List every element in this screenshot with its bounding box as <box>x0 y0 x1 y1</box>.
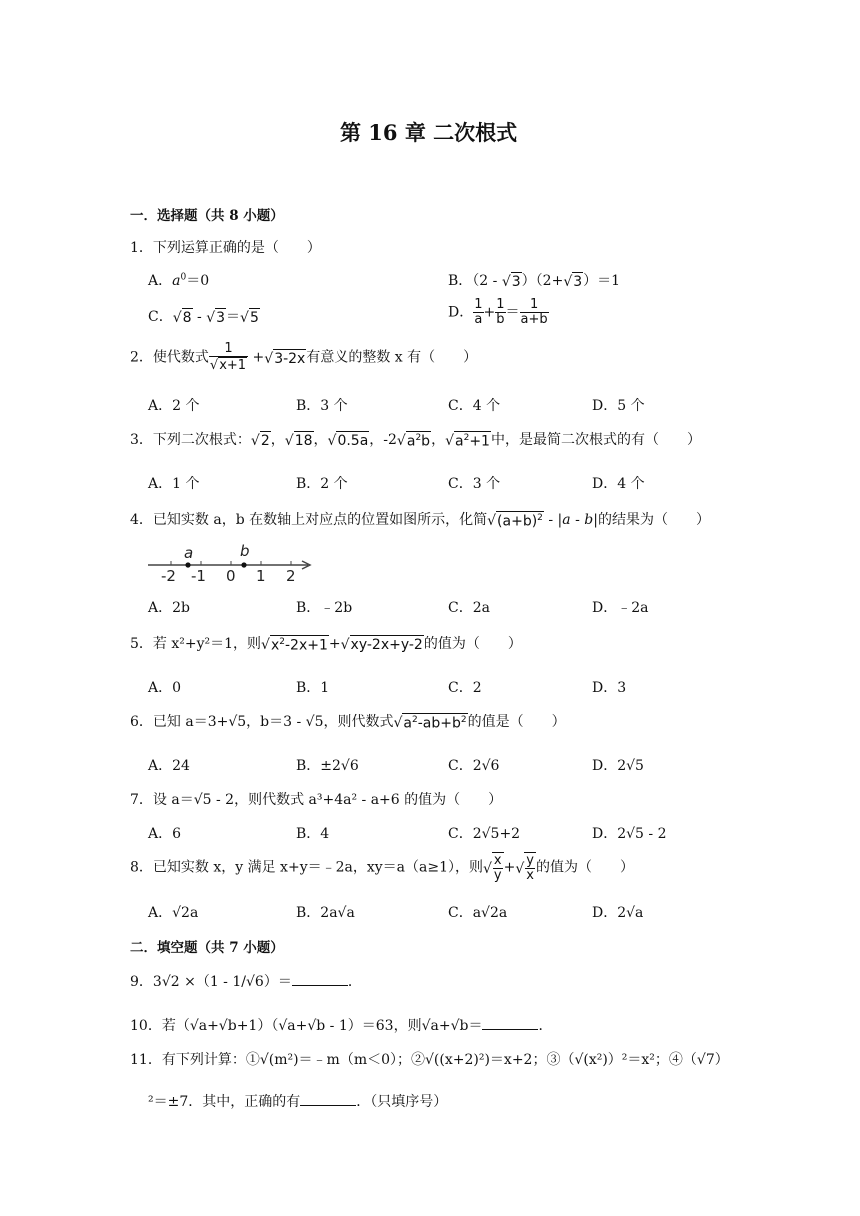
q5-option-b: B．1 <box>296 680 330 696</box>
page-title: 第 16 章 二次根式 <box>340 120 518 145</box>
q7-option-c: C．2√5+2 <box>448 826 521 842</box>
q2-option-a: A．2 个 <box>148 398 200 414</box>
q3-option-c: C．3 个 <box>448 476 501 492</box>
q5-option-a: A．0 <box>148 680 182 696</box>
section-heading-fill-in: 二．填空题（共 7 小题） <box>130 940 284 956</box>
tick-label: -2 <box>161 567 176 585</box>
q3-option-d: D．4 个 <box>592 476 645 492</box>
tick-label: 1 <box>256 567 266 585</box>
number-line-figure <box>148 543 318 585</box>
point-b <box>241 562 246 567</box>
q1-option-a: A．$a^0=0$ <box>148 272 210 289</box>
q5-option-c: C．2 <box>448 680 482 696</box>
q3-option-a: A．1 个 <box>148 476 200 492</box>
question-1-stem: 1．下列运算正确的是（ ） <box>130 240 321 256</box>
point-a-label: a <box>184 544 194 562</box>
answer-blank[interactable] <box>292 973 348 986</box>
q6-option-c: C．2√6 <box>448 758 500 774</box>
question-4-stem: 4．已知实数 a，b 在数轴上对应点的位置如图所示，化简$√(a+b)^2 - |a - b|$的结果为（ ） <box>130 512 710 530</box>
question-11-line-2: ²＝±7．其中，正确的有 ．（只填序号） <box>148 1094 448 1110</box>
question-10-stem: 10．若（√a+√b+1）（√a+√b - 1）＝63，则√a+√b＝ ． <box>130 1018 553 1034</box>
q8-option-d: D．2√a <box>592 905 644 921</box>
q7-option-a: A．6 <box>148 826 182 842</box>
q7-option-b: B．4 <box>296 826 330 842</box>
point-a <box>185 562 190 567</box>
question-11-line-1: 11．有下列计算：①√(m²)＝﹣m（m＜0）；②√((x+2)²)＝x+2；③（√(x²)）²＝x²；④（√7） <box>130 1052 729 1068</box>
q8-option-c: C．a√2a <box>448 905 508 921</box>
q8-option-b: B．2a√a <box>296 905 355 921</box>
q2-option-c: C．4 个 <box>448 398 501 414</box>
question-2-stem: 2．使代数式 $\frac{1}{√x+1}$ +√3-2x有意义的整数 x 有（ ） <box>130 341 478 373</box>
q4-option-b: B．﹣2b <box>296 600 353 616</box>
tick-label: 0 <box>226 567 236 585</box>
q2-option-b: B．3 个 <box>296 398 348 414</box>
question-9-stem: 9．3√2 ×（1 - 1/√6）＝ ． <box>130 974 362 990</box>
answer-blank[interactable] <box>300 1093 356 1106</box>
q6-option-a: A．24 <box>148 758 190 774</box>
question-3-stem: 3．下列二次根式：√2，√18，√0.5a，$-2√a^2b$，$√a^2+1$中，是最简二次根式的有（ ） <box>130 432 701 450</box>
question-7-stem: 7．设 a＝√5 - 2，则代数式 a³+4a² - a+6 的值为（ ） <box>130 792 503 808</box>
q2-option-d: D．5 个 <box>592 398 645 414</box>
answer-blank[interactable] <box>482 1017 538 1030</box>
q3-option-b: B．2 个 <box>296 476 348 492</box>
q7-option-d: D．2√5 - 2 <box>592 826 667 842</box>
q4-option-c: C．2a <box>448 600 490 616</box>
tick-label: -1 <box>191 567 206 585</box>
q5-option-d: D．3 <box>592 680 627 696</box>
q6-option-b: B．±2√6 <box>296 758 359 774</box>
q4-option-d: D．﹣2a <box>592 600 649 616</box>
point-b-label: b <box>240 543 250 560</box>
section-heading-choice: 一．选择题（共 8 小题） <box>130 208 284 224</box>
question-6-stem: 6．已知 a＝3+√5，b＝3 - √5，则代数式$√a^2-ab+b^2$的值是（ ） <box>130 714 566 732</box>
q1-option-b: B．（2 - √3）（2+√3）＝1 <box>448 273 621 290</box>
q8-option-a: A．√2a <box>148 905 199 921</box>
question-8-stem: 8．已知实数 x，y 满足 x+y＝﹣2a，xy＝a（a≥1），则√ $\frac{x}{y}$ +√ $\frac{y}{x}$ 的值为（ ） <box>130 853 634 883</box>
question-5-stem: 5．若 x²+y²＝1，则$√x^2-2x+1+√xy-2x+y-2$的值为（ ） <box>130 636 522 654</box>
q4-option-a: A．2b <box>148 600 190 616</box>
q1-option-d: D． $\frac{1}{a}$ + $\frac{1}{b}$ ＝ $\frac{1}{a+b}$ <box>448 297 548 327</box>
tick-label: 2 <box>286 567 296 585</box>
q6-option-d: D．2√5 <box>592 758 644 774</box>
q1-option-c: C．√8 - √3＝√5 <box>148 309 259 326</box>
